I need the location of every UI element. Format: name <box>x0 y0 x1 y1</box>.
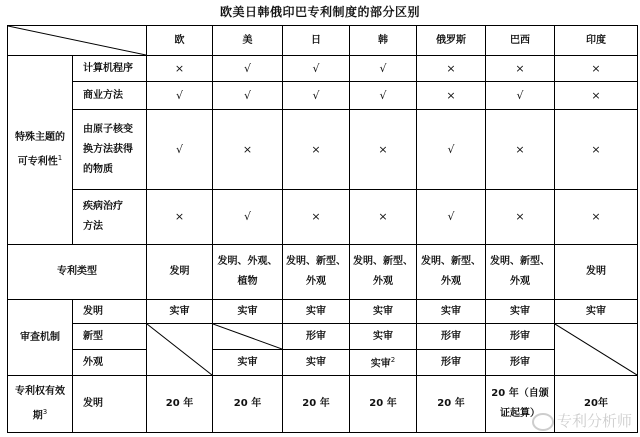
cell: × <box>486 190 555 245</box>
cell: 发明 <box>555 245 638 300</box>
section-label-term: 专利权有效 期$^3$ <box>8 376 73 433</box>
cell: 实审 <box>283 350 350 376</box>
row-label-software: 计算机程序 <box>73 56 147 82</box>
cell: × <box>417 82 486 110</box>
cell: × <box>486 110 555 190</box>
col-header-kr: 韩 <box>350 26 417 56</box>
cell: 形审 <box>486 350 555 376</box>
cell: × <box>350 110 417 190</box>
cell: 20 年 <box>147 376 213 433</box>
row-label-term-invention: 发明 <box>73 376 147 433</box>
cell: 20 年 <box>417 376 486 433</box>
wechat-icon <box>532 413 554 431</box>
cell-na-eu <box>147 324 213 376</box>
cell: × <box>417 56 486 82</box>
row-label-patent-type: 专利类型 <box>8 245 147 300</box>
cell: 20 年 <box>350 376 417 433</box>
cell: √ <box>486 82 555 110</box>
row-label-exam-utility: 新型 <box>73 324 147 350</box>
cell-na-in <box>555 324 638 376</box>
cell: √ <box>350 56 417 82</box>
cell: × <box>555 56 638 82</box>
cell: √ <box>417 110 486 190</box>
cell: 发明、新型、 外观 <box>486 245 555 300</box>
cell: 形审 <box>417 324 486 350</box>
cell: × <box>350 190 417 245</box>
cell: 形审 <box>417 350 486 376</box>
watermark: 专利分析师 <box>532 410 632 431</box>
table-row <box>8 350 638 376</box>
col-header-ru: 俄罗斯 <box>417 26 486 56</box>
cell: × <box>283 110 350 190</box>
table-row <box>8 190 638 245</box>
cell: × <box>283 190 350 245</box>
cell: 形审 <box>486 324 555 350</box>
cell: √ <box>417 190 486 245</box>
cell: 实审 <box>350 324 417 350</box>
table-row <box>8 300 638 324</box>
row-label-business-method: 商业方法 <box>73 82 147 110</box>
cell: 20 年 <box>213 376 283 433</box>
cell: × <box>555 190 638 245</box>
comparison-table <box>7 25 638 433</box>
col-header-br: 巴西 <box>486 26 555 56</box>
table-row <box>8 56 638 82</box>
cell: 发明、外观、 植物 <box>213 245 283 300</box>
cell: 实审 <box>213 300 283 324</box>
col-header-eu: 欧 <box>147 26 213 56</box>
cell: 实审 <box>417 300 486 324</box>
cell: √ <box>283 82 350 110</box>
cell: √ <box>213 56 283 82</box>
cell: 实审 <box>147 300 213 324</box>
cell: × <box>555 110 638 190</box>
table-title: 欧美日韩俄印巴专利制度的部分区别 <box>219 5 420 19</box>
cell: √ <box>147 110 213 190</box>
cell: 实审 <box>283 300 350 324</box>
table-row <box>8 324 638 350</box>
cell: 发明 <box>147 245 213 300</box>
col-header-in: 印度 <box>555 26 638 56</box>
cell: √ <box>350 82 417 110</box>
cell: × <box>147 56 213 82</box>
cell: 实审 <box>350 300 417 324</box>
table-row <box>8 110 638 190</box>
col-header-us: 美 <box>213 26 283 56</box>
cell: 发明、新型、 外观 <box>417 245 486 300</box>
row-label-exam-invention: 发明 <box>73 300 147 324</box>
cell: 发明、新型、 外观 <box>283 245 350 300</box>
row-label-nuclear-substance: 由原子核变 换方法获得 的物质 <box>73 110 147 190</box>
header-corner <box>8 26 147 56</box>
section-label-patentability: 特殊主题的 可专利性$^1$ <box>8 56 73 245</box>
cell: 形审 <box>283 324 350 350</box>
cell: 实审$^2$ <box>350 350 417 376</box>
row-label-disease-treatment: 疾病治疗 方法 <box>73 190 147 245</box>
cell: √ <box>283 56 350 82</box>
header-row <box>8 26 638 56</box>
cell: 实审 <box>213 350 283 376</box>
table-row <box>8 245 638 300</box>
table-row <box>8 82 638 110</box>
cell: 20 年 <box>283 376 350 433</box>
cell: × <box>486 56 555 82</box>
cell: 20 年（自颁 证起算） <box>486 376 555 433</box>
cell: 实审 <box>486 300 555 324</box>
cell: √ <box>213 190 283 245</box>
cell: × <box>147 190 213 245</box>
cell: 实审 <box>555 300 638 324</box>
cell: √ <box>213 82 283 110</box>
section-label-exam: 审查机制 <box>8 300 73 376</box>
cell: × <box>213 110 283 190</box>
row-label-exam-design: 外观 <box>73 350 147 376</box>
cell: × <box>555 82 638 110</box>
cell: 发明、新型、 外观 <box>350 245 417 300</box>
cell-na-us-utility <box>213 324 283 350</box>
cell: 20年 <box>555 376 638 433</box>
cell: √ <box>147 82 213 110</box>
col-header-jp: 日 <box>283 26 350 56</box>
